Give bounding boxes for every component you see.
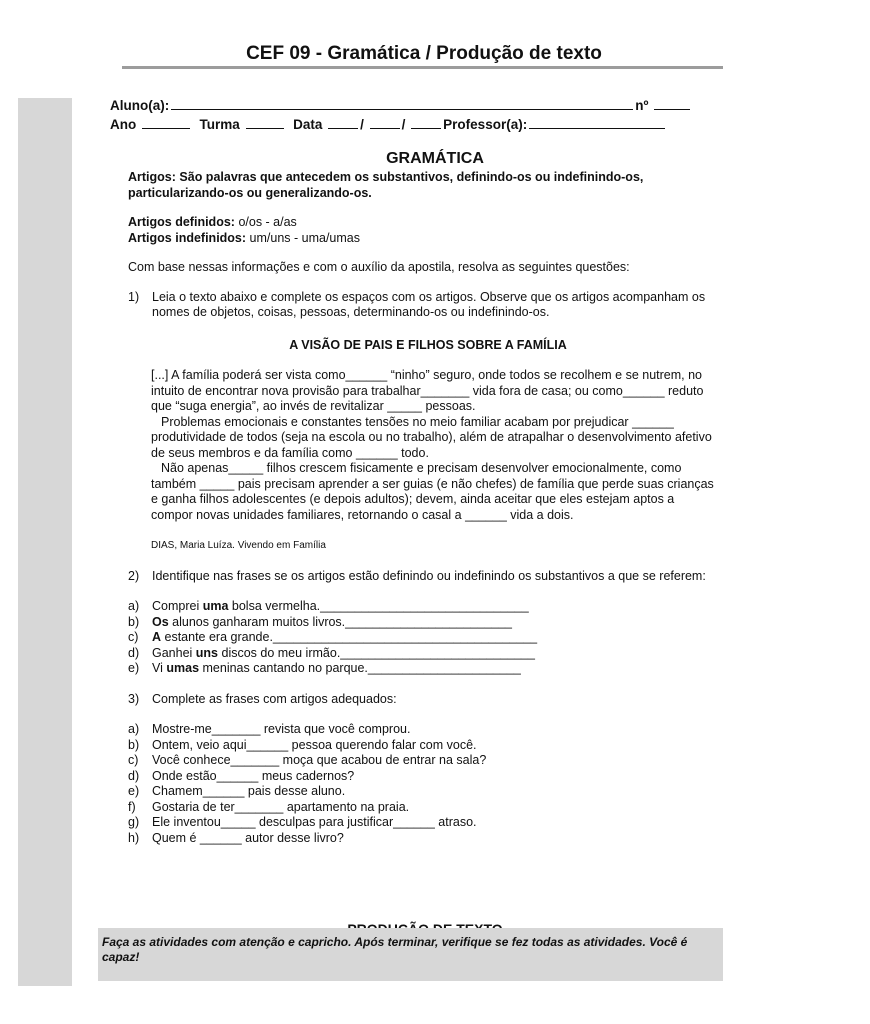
reading-text xyxy=(128,368,728,523)
reading-paragraph-3: Não apenas_____ filhos crescem fisicamente e precisam desenvolver emocionalmente, como também _____ pais precisam aprender a ser guias (e não chefes) de família que perde suas crianças e ganha filhos adolescentes (e depois adultos); devem, ainda aceitar que eles estejam aptos a compor novas unidades familiares, retornando o casal a ______ vida a dois. xyxy=(151,461,714,522)
definition-text: São palavras que antecedem os substantivos, definindo-os ou indefinindo-os, particularizando-os ou generalizando-os. xyxy=(128,170,644,200)
item-text: meninas cantando no parque.______________________ xyxy=(199,661,521,675)
item-text: Chamem______ pais desse aluno. xyxy=(152,784,346,798)
list-item[interactable] xyxy=(128,753,728,769)
indefinidos-value: um/uns - uma/umas xyxy=(249,230,361,245)
question-2 xyxy=(128,569,728,585)
question-number: 3) xyxy=(128,691,140,706)
item-label: h) xyxy=(128,830,140,845)
reading-title: A VISÃO DE PAIS E FILHOS SOBRE A FAMÍLIA xyxy=(289,337,567,352)
question-3 xyxy=(128,692,728,708)
list-item[interactable] xyxy=(128,615,728,631)
item-text: estante era grande.______________________________________ xyxy=(161,630,538,644)
definition-label: Artigos: xyxy=(128,170,176,184)
item-label: e) xyxy=(128,784,140,798)
professor-label: Professor(a): xyxy=(443,117,528,132)
list-item[interactable] xyxy=(128,800,728,816)
professor-field[interactable] xyxy=(529,115,665,129)
question-3-items xyxy=(128,722,728,846)
item-label: d) xyxy=(128,768,140,783)
item-text: alunos ganharam muitos livros.________________________ xyxy=(168,614,513,629)
defined-articles xyxy=(128,215,728,231)
item-article: A xyxy=(152,630,162,644)
aluno-field[interactable] xyxy=(171,96,633,110)
indefinidos-label: Artigos indefinidos: xyxy=(128,230,247,245)
item-article: uns xyxy=(195,645,219,660)
item-text: Ganhei xyxy=(152,645,196,660)
definidos-label: Artigos definidos: xyxy=(128,215,235,229)
item-label: b) xyxy=(128,614,140,629)
list-item[interactable] xyxy=(128,769,728,785)
header-rule xyxy=(122,66,723,69)
item-text: Gostaria de ter_______ apartamento na praia. xyxy=(152,799,410,814)
citation: DIAS, Maria Luíza. Vivendo em Família xyxy=(151,540,326,551)
item-label: e) xyxy=(128,661,140,675)
worksheet-content xyxy=(128,170,728,846)
item-article: uma xyxy=(202,599,229,613)
question-2-items xyxy=(128,599,728,677)
list-item[interactable] xyxy=(128,661,728,677)
item-label: b) xyxy=(128,737,140,752)
student-info-fields xyxy=(110,96,692,134)
ano-field[interactable] xyxy=(142,115,190,129)
item-text: Comprei xyxy=(152,599,203,613)
list-item[interactable] xyxy=(128,738,728,754)
question-text: Identifique nas frases se os artigos estão definindo ou indefinindo os substantivos a que se referem: xyxy=(152,568,706,583)
page-title: CEF 09 - Gramática / Produção de texto xyxy=(246,43,602,64)
list-item[interactable] xyxy=(128,646,728,662)
item-text: bolsa vermelha.______________________________ xyxy=(228,599,529,613)
data-year-field[interactable] xyxy=(411,115,441,129)
instruction-text: Com base nessas informações e com o auxílio da apostila, resolva as seguintes questões: xyxy=(128,260,630,274)
numero-label: nº xyxy=(635,98,649,113)
item-text: Ontem, veio aqui______ pessoa querendo falar com você. xyxy=(152,737,477,752)
date-separator: / xyxy=(360,117,364,132)
list-item[interactable] xyxy=(128,599,728,615)
item-label: g) xyxy=(128,815,140,829)
item-text: Onde estão______ meus cadernos? xyxy=(152,768,355,783)
list-item[interactable] xyxy=(128,784,728,800)
numero-field[interactable] xyxy=(654,96,690,110)
undefined-articles xyxy=(128,231,728,247)
list-item[interactable] xyxy=(128,722,728,738)
reading-paragraph-2: Problemas emocionais e constantes tensões no meio familiar acabam por prejudicar ______ produtividade de todos (seja na escola ou no trabalho), além de atrapalhar o desenvolvimento afetivo de seus membros e da família como ______ todo. xyxy=(151,414,712,460)
data-month-field[interactable] xyxy=(370,115,400,129)
turma-field[interactable] xyxy=(246,115,284,129)
item-text: Ele inventou_____ desculpas para justificar______ atraso. xyxy=(152,815,477,829)
item-article: umas xyxy=(166,661,200,675)
articles-definition xyxy=(128,170,728,201)
question-number: 2) xyxy=(128,568,140,583)
date-separator: / xyxy=(401,117,406,132)
item-text: Quem é ______ autor desse livro? xyxy=(152,830,344,845)
next-section-title xyxy=(0,919,850,928)
item-text: discos do meu irmão.____________________________ xyxy=(218,645,535,660)
footer-note: Faça as atividades com atenção e capricho. Após terminar, verifique se fez todas as atividades. Você é capaz! xyxy=(98,928,723,981)
data-label: Data xyxy=(293,117,323,132)
list-item[interactable] xyxy=(128,815,728,831)
list-item[interactable] xyxy=(128,831,728,847)
aluno-label: Aluno(a): xyxy=(110,98,170,113)
question-1 xyxy=(128,290,728,321)
question-text: Leia o texto abaixo e complete os espaços com os artigos. Observe que os artigos acompanham os nomes de objetos, coisas, pessoas, determinando-os ou indefinindo-os. xyxy=(152,289,706,319)
item-text: Você conhece_______ moça que acabou de entrar na sala? xyxy=(152,753,487,767)
item-label: c) xyxy=(128,753,139,767)
list-item[interactable] xyxy=(128,630,728,646)
item-text: Vi xyxy=(152,661,167,675)
ano-label: Ano xyxy=(110,117,137,132)
question-number: 1) xyxy=(128,289,140,304)
item-label: c) xyxy=(128,630,139,644)
question-text: Complete as frases com artigos adequados: xyxy=(152,691,397,706)
left-margin-bar xyxy=(18,98,72,986)
item-label: a) xyxy=(128,599,140,613)
data-day-field[interactable] xyxy=(328,115,358,129)
reading-paragraph-1: [...] A família poderá ser vista como______ “ninho” seguro, onde todos se recolhem e se nutrem, no intuito de encontrar nova provisão para trabalhar_______ vida fora de casa; ou como______ reduto que “suga energia”, ao invés de revitalizar _____ pessoas. xyxy=(151,368,704,413)
item-label: a) xyxy=(128,722,140,736)
section-title-gramatica: GRAMÁTICA xyxy=(386,150,484,167)
definidos-value: o/os - a/as xyxy=(238,215,297,229)
item-label: f) xyxy=(128,799,136,814)
turma-label: Turma xyxy=(199,117,240,132)
item-text: Mostre-me_______ revista que você comprou. xyxy=(152,722,411,736)
item-article: Os xyxy=(152,614,169,629)
item-label: d) xyxy=(128,645,140,660)
